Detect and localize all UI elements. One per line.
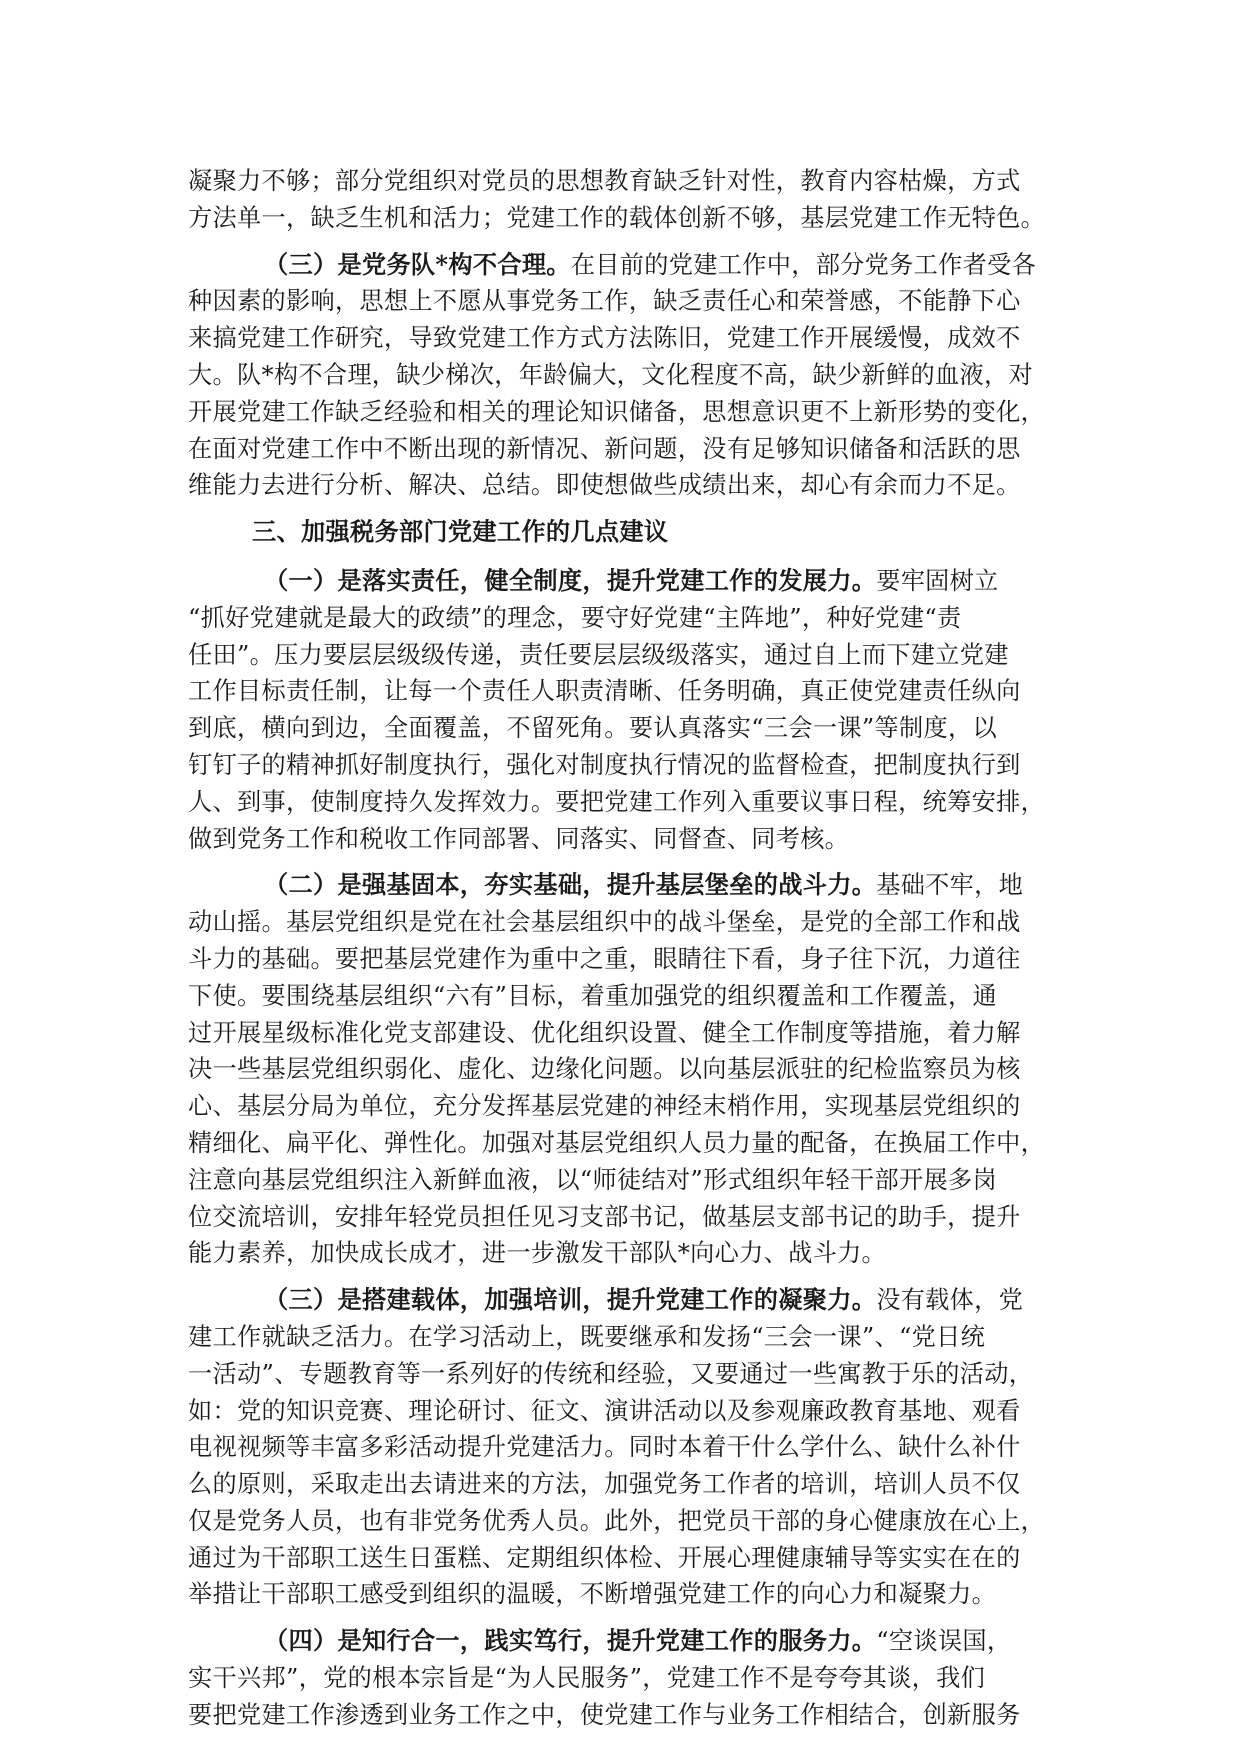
paragraph-line — [188, 1623, 1058, 1660]
paragraph-lead-bold: （三）是搭建载体，加强培训，提升党建工作的凝聚力。 — [264, 1285, 877, 1315]
paragraph-line: 过开展星级标准化党支部建设、优化组织设置、健全工作制度等措施，着力解 — [188, 1018, 1021, 1047]
paragraph-p-s1 — [188, 563, 1058, 857]
paragraph-line: 一活动”、专题教育等一系列好的传统和经验，又要通过一些寓教于乐的活动， — [188, 1359, 1034, 1388]
paragraph-line: 仅是党务人员，也有非党务优秀人员。此外，把党员干部的身心健康放在心上， — [188, 1506, 1046, 1535]
paragraph-line — [188, 1282, 1058, 1319]
paragraph-lead-bold: （二）是强基固本，夯实基础，提升基层堡垒的战斗力。 — [264, 870, 877, 900]
paragraph-line: 方法单一，缺乏生机和活力；党建工作的载体创新不够，基层党建工作无特色。 — [188, 203, 1046, 232]
paragraph-line: 能力素养，加快成长成才，进一步激发干部队*向心力、战斗力。 — [188, 1239, 887, 1268]
paragraph-line — [188, 867, 1058, 904]
paragraph-line: 动山摇。基层党组织是党在社会基层组织中的战斗堡垒，是党的全部工作和战 — [188, 908, 1021, 937]
paragraph-line: 任田”。压力要层层级级传递，责任要层层级级落实，通过自上而下建立党建 — [188, 640, 1009, 669]
paragraph-line-text: “空谈误国， — [876, 1627, 1012, 1656]
paragraph-line: 建工作就缺乏活力。在学习活动上，既要继承和发扬“三会一课”、“党日统 — [188, 1322, 986, 1351]
paragraph-line: 电视视频等丰富多彩活动提升党建活力。同时本着干什么学什么、缺什么补什 — [188, 1433, 1021, 1462]
paragraph-line: 做到党务工作和税收工作同部署、同落实、同督查、同考核。 — [188, 824, 850, 853]
paragraph-lead-bold: （一）是落实责任，健全制度，提升党建工作的发展力。 — [264, 565, 877, 595]
paragraph-line: 在面对党建工作中不断出现的新情况、新问题，没有足够知识储备和活跃的思 — [188, 434, 1021, 463]
paragraph-line-text: 在目前的党建工作中，部分党务工作者受各 — [570, 250, 1037, 279]
paragraph-line: 要把党建工作渗透到业务工作之中，使党建工作与业务工作相结合，创新服务 — [188, 1700, 1021, 1729]
paragraph-line: 心、基层分局为单位，充分发挥基层党建的神经末梢作用，实现基层党组织的 — [188, 1092, 1021, 1121]
paragraph-line-text: 基础不牢，地 — [876, 871, 1024, 900]
section-heading-text: 三、加强税务部门党建工作的几点建议 — [252, 517, 669, 547]
paragraph-line: 开展党建工作缺乏经验和相关的理论知识储备，思想意识更不上新形势的变化， — [188, 397, 1046, 426]
paragraph-line: 注意向基层党组织注入新鲜血液，以“师徒结对”形式组织年轻干部开展多岗 — [188, 1165, 997, 1194]
paragraph-line: 决一些基层党组织弱化、虚化、边缘化问题。以向基层派驻的纪检监察员为核 — [188, 1055, 1021, 1084]
paragraph-line — [188, 247, 1058, 284]
paragraph-line: 来搞党建工作研究，导致党建工作方式方法陈旧，党建工作开展缓慢，成效不 — [188, 324, 1021, 353]
paragraph-line: 精细化、扁平化、弹性化。加强对基层党组织人员力量的配备，在换届工作中， — [188, 1128, 1046, 1157]
paragraph-p-s2 — [188, 867, 1058, 1272]
paragraph-line: 么的原则，采取走出去请进来的方法，加强党务工作者的培训，培训人员不仅 — [188, 1470, 1021, 1499]
paragraph-line: 工作目标责任制，让每一个责任人职责清晰、任务明确，真正使党建责任纵向 — [188, 677, 1021, 706]
paragraph-line — [188, 563, 1058, 600]
paragraph-line: 举措让干部职工感受到组织的温暖，不断增强党建工作的向心力和凝聚力。 — [188, 1580, 997, 1609]
paragraph-p-3-team — [188, 247, 1058, 505]
section-heading — [188, 514, 1058, 551]
paragraph-line: 大。队*构不合理，缺少梯次，年龄偏大，文化程度不高，缺少新鲜的血液，对 — [188, 360, 1033, 389]
paragraph-line: 实干兴邦”，党的根本宗旨是“为人民服务”，党建工作不是夸夸其谈，我们 — [188, 1664, 986, 1693]
paragraph-p-s4 — [188, 1623, 1058, 1733]
paragraph-line: 到底，横向到边，全面覆盖，不留死角。要认真落实“三会一课”等制度，以 — [188, 714, 997, 743]
paragraph-line: 位交流培训，安排年轻党员担任见习支部书记，做基层支部书记的助手，提升 — [188, 1202, 1021, 1231]
paragraph-p-s3 — [188, 1282, 1058, 1613]
paragraph-lead-bold: （三）是党务队*构不合理。 — [264, 249, 571, 279]
paragraph-line: 种因素的影响，思想上不愿从事党务工作，缺乏责任心和荣誉感，不能静下心 — [188, 287, 1021, 316]
paragraph-line: “抓好党建就是最大的政绩”的理念，要守好党建“主阵地”，种好党建“责 — [188, 603, 962, 632]
paragraph-line: 斗力的基础。要把基层党建作为重中之重，眼睛往下看，身子往下沉，力道往 — [188, 944, 1021, 973]
paragraph-p-continuation — [188, 163, 1058, 237]
paragraph-line: 人、到事，使制度持久发挥效力。要把党建工作列入重要议事日程，统筹安排， — [188, 787, 1046, 816]
paragraph-line: 通过为干部职工送生日蛋糕、定期组织体检、开展心理健康辅导等实实在在的 — [188, 1543, 1021, 1572]
paragraph-line: 维能力去进行分析、解决、总结。即使想做些成绩出来，却心有余而力不足。 — [188, 471, 1021, 500]
document-body — [188, 163, 1058, 1744]
paragraph-line: 如：党的知识竞赛、理论研讨、征文、演讲活动以及参观廉政教育基地、观看 — [188, 1396, 1021, 1425]
paragraph-line: 钉钉子的精神抓好制度执行，强化对制度执行情况的监督检查，把制度执行到 — [188, 750, 1021, 779]
paragraph-line-text: 没有载体，党 — [876, 1286, 1024, 1315]
paragraph-line: 凝聚力不够；部分党组织对党员的思想教育缺乏针对性，教育内容枯燥，方式 — [188, 167, 1021, 195]
paragraph-line: 下使。要围绕基层组织“六有”目标，着重加强党的组织覆盖和工作覆盖，通 — [188, 981, 997, 1010]
paragraph-line-text: 要牢固树立 — [876, 566, 999, 595]
paragraph-lead-bold: （四）是知行合一，践实笃行，提升党建工作的服务力。 — [264, 1626, 877, 1656]
